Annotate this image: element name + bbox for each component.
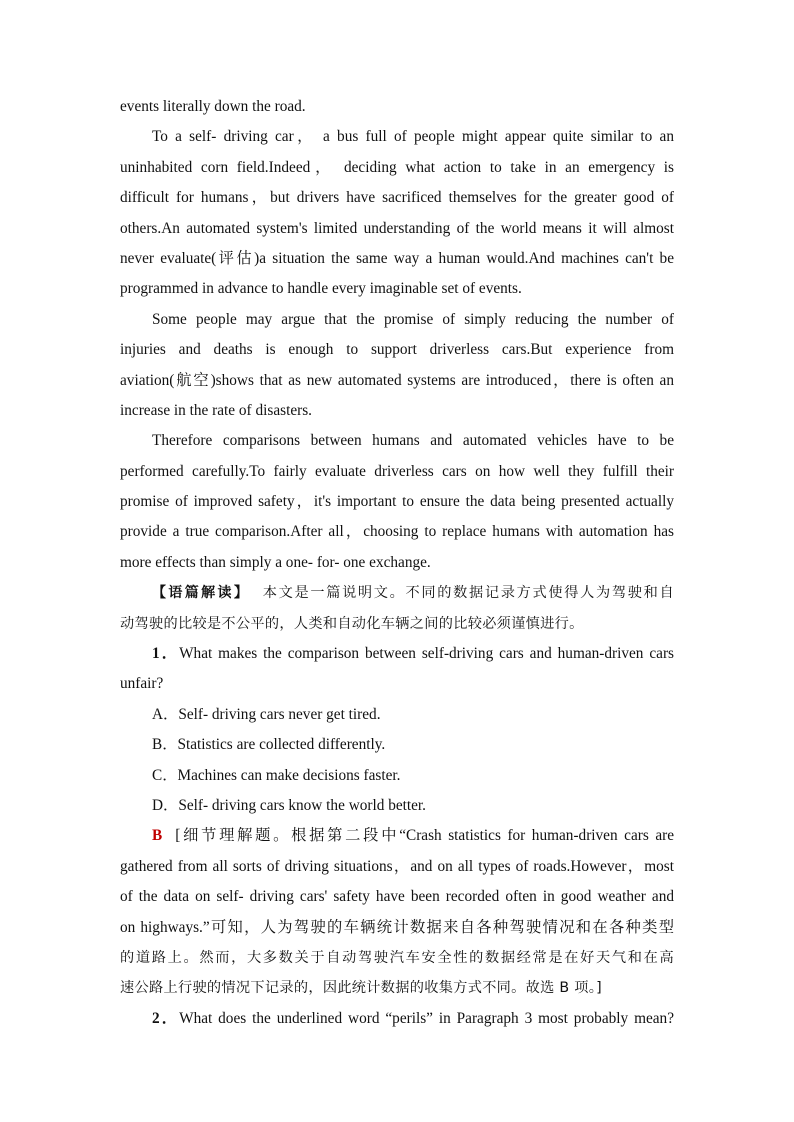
explanation-text: [细节理解题。根据第二段中“Crash statistics for human-driven cars are <box>175 827 674 845</box>
paragraph-line: performed carefully.To fairly evaluate driverless cars on how well they fulfill their <box>120 462 674 480</box>
option-a: A．Self- driving cars never get tired. <box>152 705 381 723</box>
analysis-tag: 【语篇解读】 <box>152 585 251 602</box>
question-text-cont: unfair? <box>120 675 164 693</box>
option-b: B．Statistics are collected differently. <box>152 736 386 754</box>
explanation-line: 速公路上行驶的情况下记录的，因此统计数据的收集方式不同。故选 B 项。] <box>120 980 602 997</box>
explanation-line: gathered from all sorts of driving situations，and on all types of roads.However，most <box>120 857 674 875</box>
paragraph-line: events literally down the road. <box>120 98 306 115</box>
option-c: C．Machines can make decisions faster. <box>152 766 401 784</box>
question-text: What makes the comparison between self-driving cars and human-driven cars <box>179 645 674 663</box>
paragraph-line: never evaluate(评估)a situation the same way a human would.And machines can't be <box>120 249 674 267</box>
paragraph-line: injuries and deaths is enough to support driverless cars.But experience from <box>120 341 674 359</box>
paragraph-line: uninhabited corn field.Indeed， deciding what action to take in an emergency is <box>120 158 674 176</box>
paragraph-line: Some people may argue that the promise of simply reducing the number of <box>152 310 674 328</box>
explanation-line: on highways.”可知，人为驾驶的车辆统计数据来自各种驾驶情况和在各种类型 <box>120 918 674 936</box>
question-2 <box>120 1004 674 1034</box>
paragraph-line: increase in the rate of disasters. <box>120 401 312 419</box>
paragraph-line: programmed in advance to handle every imaginable set of events. <box>120 280 522 298</box>
paragraph-line: promise of improved safety，it's important to ensure the data being presented actually <box>120 493 674 511</box>
option-d: D．Self- driving cars know the world better. <box>152 796 427 814</box>
paragraph-line: aviation(航空)shows that as new automated systems are introduced，there is often an <box>120 371 674 389</box>
analysis-text: 本文是一篇说明文。不同的数据记录方式使得人为驾驶和自 <box>262 585 674 602</box>
question-number: 1． <box>152 645 180 663</box>
paragraph-line: To a self- driving car， a bus full of people might appear quite similar to an <box>152 128 674 146</box>
question-text: What does the underlined word “perils” in Paragraph 3 most probably mean? <box>179 1009 674 1027</box>
explanation-line <box>120 821 674 851</box>
paragraph-line: more effects than simply a one- for- one exchange. <box>120 553 431 571</box>
question-number: 2． <box>152 1009 180 1027</box>
paragraph-line: Therefore comparisons between humans and automated vehicles have to be <box>152 432 674 450</box>
analysis-line <box>120 578 674 608</box>
paragraph-line: difficult for humans，but drivers have sacrificed themselves for the greater good of <box>120 189 674 207</box>
paragraph-line: provide a true comparison.After all，choosing to replace humans with automation has <box>120 523 674 541</box>
analysis-line: 动驾驶的比较是不公平的，人类和自动化车辆之间的比较必须谨慎进行。 <box>120 615 584 632</box>
paragraph-line: others.An automated system's limited understanding of the world means it will almost <box>120 219 674 237</box>
question-1 <box>120 639 674 669</box>
explanation-line: 的道路上。然而，大多数关于自动驾驶汽车安全性的数据经常是在好天气和在高 <box>120 949 674 966</box>
document-page <box>120 92 674 1034</box>
answer-letter: B <box>152 827 163 845</box>
explanation-line: of the data on self- driving cars' safety have been recorded often in good weather and <box>120 888 674 906</box>
